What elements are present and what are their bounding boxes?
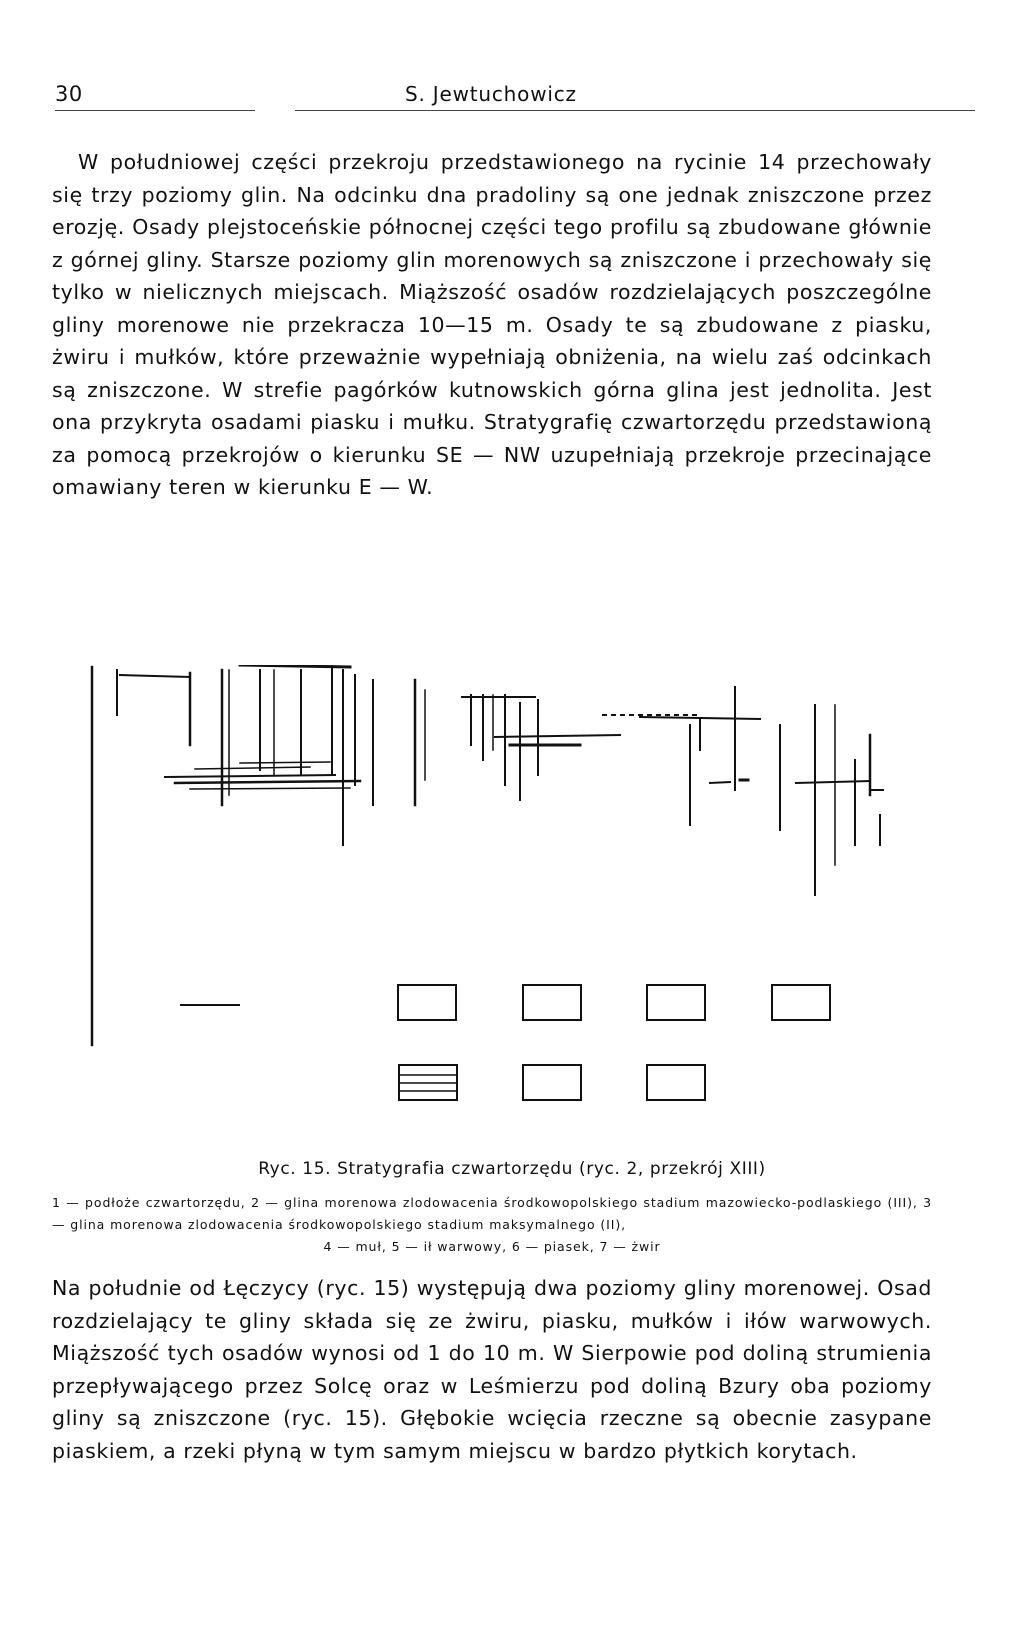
layer-top-line <box>120 675 190 677</box>
legend-line-1: 1 — podłoże czwartorzędu, 2 — glina morenowa zlodowacenia środkowopolskiego stadium mazowiecko-podlaskiego (III), 3 — glina morenowa zlodowacenia środkowopolskiego stadium maksymalnego (II), <box>52 1195 932 1232</box>
legend-swatch-3 <box>523 985 581 1020</box>
page-number: 30 <box>55 82 83 106</box>
page-header <box>55 78 955 118</box>
stratigraphy-section-drawing <box>80 665 940 1165</box>
legend-swatch-7 <box>523 1065 581 1100</box>
figure-legend <box>52 1192 932 1258</box>
paragraph-1-text: W południowej części przekroju przedstawionego na rycinie 14 przechowały się trzy poziomy glin. Na odcinku dna pradoliny są one jednak zniszczone przez erozję. Osady plejstoceńskie północnej części tego profilu są zbudowane głównie z górnej gliny. Starsze poziomy glin morenowych są zniszczone i przechowały się tylko w nielicznych miejscach. Miąższość osadów rozdzielających poszczególne gliny morenowe nie przekracza 10—15 m. Osady te są zbudowane z piasku, żwiru i mułków, które przeważnie wypełniają obniżenia, na wielu zaś odcinkach są zniszczone. W strefie pagórków kutnowskich górna glina jest jednolita. Jest ona przykryta osadami piasku i mułku. Stratygrafię czwartorzędu przedstawioną za pomocą przekrojów o kierunku SE — NW uzupełniają przekroje przecinające omawiany teren w kierunku E — W. <box>52 150 932 499</box>
legend-swatch-4 <box>647 985 705 1020</box>
legend-swatch-2 <box>398 985 456 1020</box>
legend-swatch-8 <box>647 1065 705 1100</box>
running-head: S. Jewtuchowicz <box>405 82 577 106</box>
legend-line-2: 4 — muł, 5 — ił warwowy, 6 — piasek, 7 — żwir <box>323 1239 661 1254</box>
body-paragraph-1 <box>52 146 932 504</box>
figure-15 <box>80 665 940 1165</box>
body-paragraph-2 <box>52 1272 932 1467</box>
legend-swatch-6 <box>399 1065 457 1100</box>
legend-swatch-5 <box>772 985 830 1020</box>
header-rule-left <box>55 110 255 111</box>
paragraph-2-text: Na południe od Łęczycy (ryc. 15) występują dwa poziomy gliny morenowej. Osad rozdzielający te gliny składa się ze żwiru, piasku, mułków i iłów warwowych. Miąższość tych osadów wynosi od 1 do 10 m. W Sierpowie pod doliną strumienia przepływającego przez Solcę oraz w Leśmierzu pod doliną Bzury oba poziomy gliny są zniszczone (ryc. 15). Głębokie wcięcia rzeczne są obecnie zasypane piaskiem, a rzeki płyną w tym samym miejscu w bardzo płytkich korytach. <box>52 1276 932 1463</box>
figure-caption: Ryc. 15. Stratygrafia czwartorzędu (ryc. 2, przekrój XIII) <box>258 1159 766 1179</box>
legend-swatches <box>180 985 830 1100</box>
header-rule-right <box>295 110 975 111</box>
